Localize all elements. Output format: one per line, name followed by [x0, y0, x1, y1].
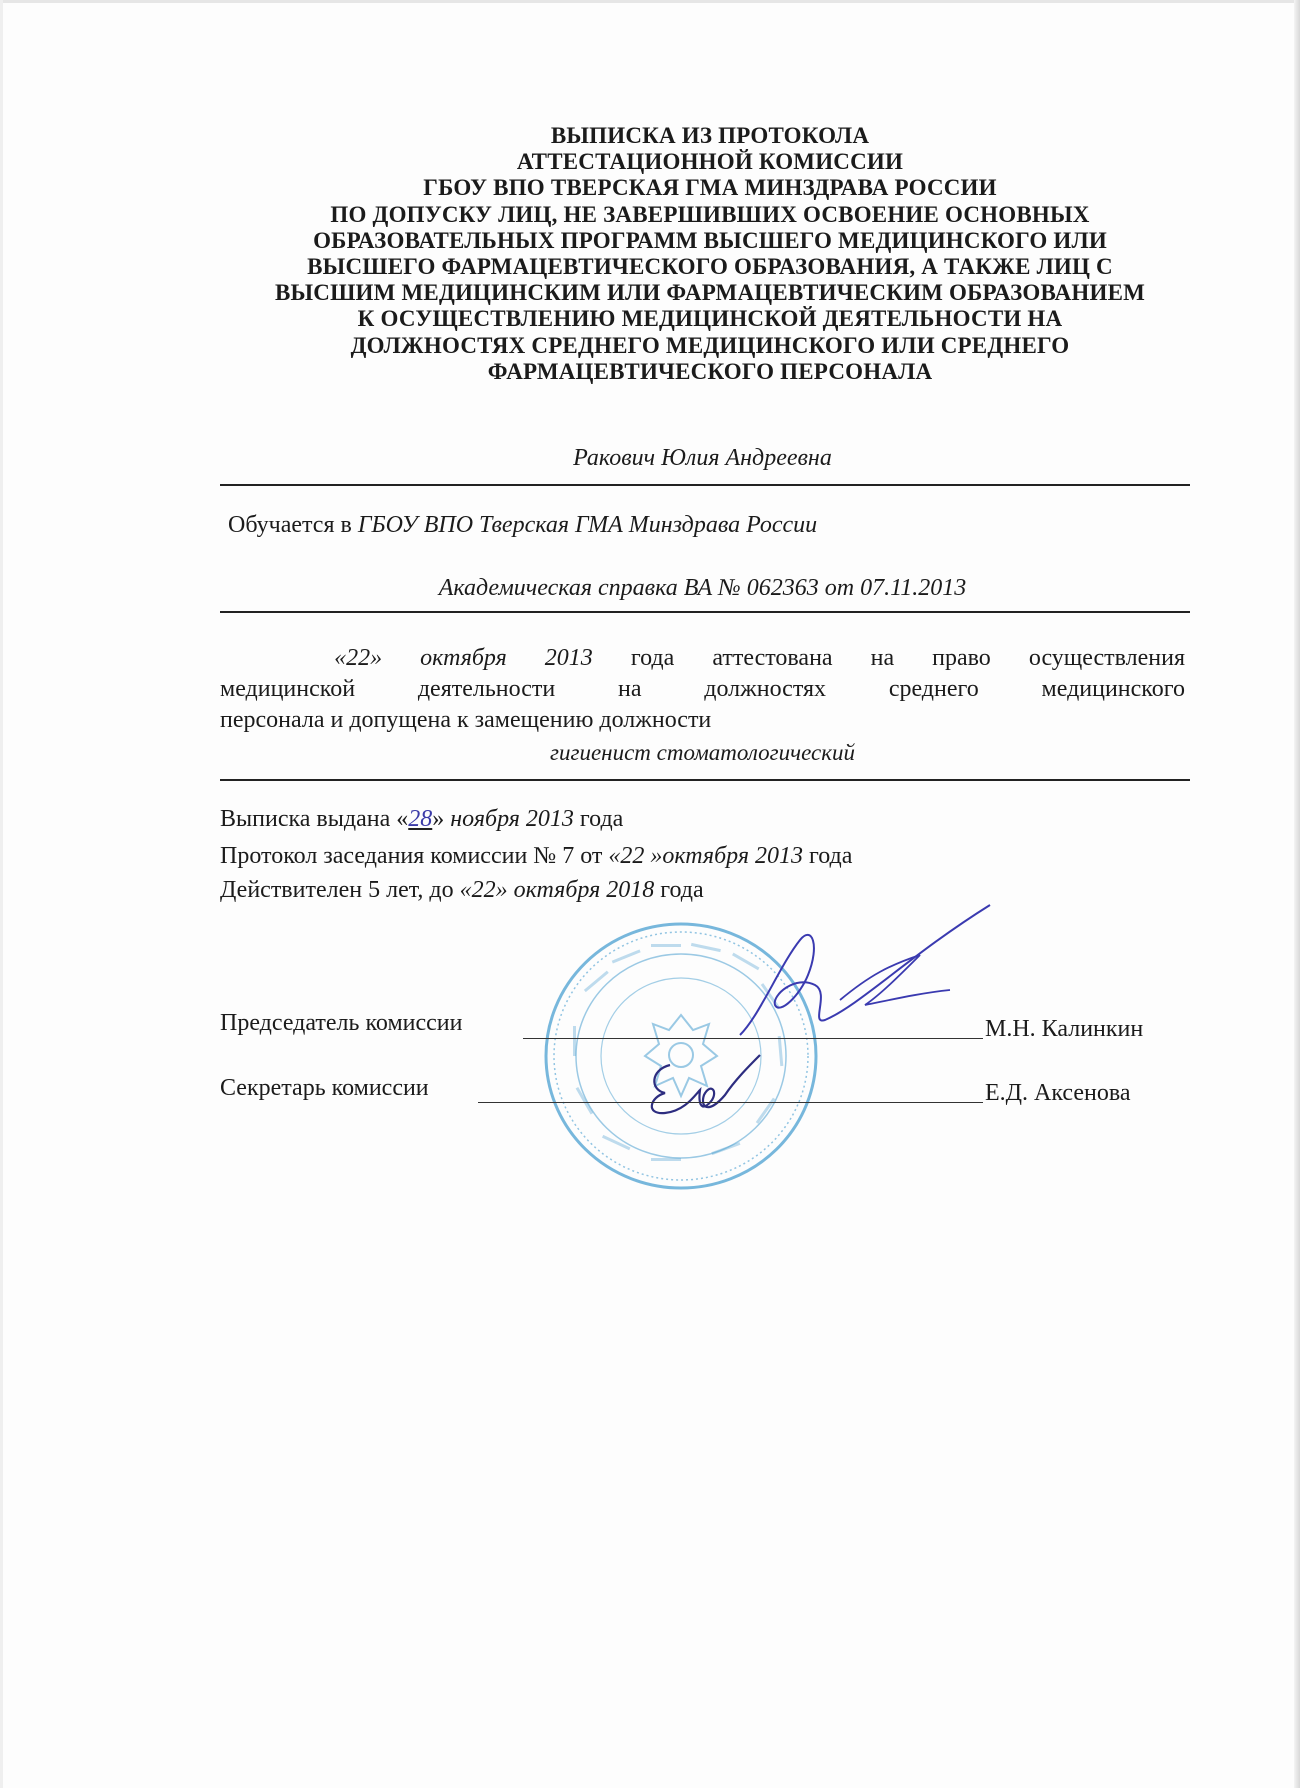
title-line: ОБРАЗОВАТЕЛЬНЫХ ПРОГРАММ ВЫСШЕГО МЕДИЦИНСКОГО ИЛИ: [313, 227, 1107, 253]
valid-prefix: Действителен 5 лет, до: [220, 877, 460, 903]
valid-date: «22» октября 2018: [459, 877, 655, 903]
para-line-3: персонала и допущена к замещению должности: [220, 707, 712, 733]
title-line: ВЫСШИМ МЕДИЦИНСКИМ ИЛИ ФАРМАЦЕВТИЧЕСКИМ ОБРАЗОВАНИЕМ: [274, 280, 1146, 306]
para-line-1-text: года аттестована на право осуществления: [630, 645, 1186, 671]
paper-edge-right: [1294, 0, 1300, 1788]
secretary-name: Е.Д. Аксенова: [985, 1080, 1131, 1106]
title-line: ДОЛЖНОСТЯХ СРЕДНЕГО МЕДИЦИНСКОГО ИЛИ СРЕДНЕГО: [350, 332, 1070, 358]
chairman-signature-line: [523, 1014, 983, 1039]
issued-day-handwritten: 28: [408, 806, 433, 832]
chairman-label: Председатель комиссии: [220, 1010, 463, 1036]
study-label: Обучается в: [228, 512, 358, 538]
protocol-prefix: Протокол заседания комиссии № 7 от: [220, 843, 609, 869]
issued-month-year: ноября 2013: [444, 806, 574, 832]
rule-under-name: [220, 484, 1190, 486]
chairman-signature: [720, 895, 1000, 1065]
rule-under-position: [220, 779, 1190, 781]
chairman-name: М.Н. Калинкин: [985, 1016, 1144, 1042]
valid-line: [220, 877, 704, 904]
rule-under-certificate: [220, 611, 1190, 613]
title-line: К ОСУЩЕСТВЛЕНИЮ МЕДИЦИНСКОЙ ДЕЯТЕЛЬНОСТИ НА: [357, 306, 1063, 332]
protocol-date: «22 »октября 2013: [608, 843, 803, 869]
title-line: АТТЕСТАЦИОННОЙ КОМИССИИ: [516, 149, 904, 175]
issued-suffix: года: [573, 806, 624, 832]
attestation-paragraph: [220, 643, 1185, 736]
valid-suffix: года: [654, 877, 704, 903]
document-title: [200, 123, 1220, 385]
person-name: Ракович Юлия Андреевна: [573, 445, 832, 471]
issued-line: [220, 806, 623, 833]
academic-certificate: Академическая справка ВА № 062363 от 07.11.2013: [438, 575, 967, 601]
title-line: ПО ДОПУСКУ ЛИЦ, НЕ ЗАВЕРШИВШИХ ОСВОЕНИЕ ОСНОВНЫХ: [330, 201, 1090, 227]
issued-prefix: Выписка выдана «: [220, 806, 409, 832]
title-line: ГБОУ ВПО ТВЕРСКАЯ ГМА МИНЗДРАВА РОССИИ: [423, 175, 997, 201]
study-institution: ГБОУ ВПО Тверская ГМА Минздрава России: [357, 512, 818, 538]
issued-quote: »: [432, 806, 445, 832]
paper-edge-left: [0, 0, 3, 1788]
title-line: ФАРМАЦЕВТИЧЕСКОГО ПЕРСОНАЛА: [487, 358, 933, 384]
attestation-date: «22» октября 2013: [334, 645, 593, 671]
protocol-line: [220, 843, 852, 870]
title-line: ВЫСШЕГО ФАРМАЦЕВТИЧЕСКОГО ОБРАЗОВАНИЯ, А ТАКЖЕ ЛИЦ С: [307, 254, 1113, 280]
secretary-signature-line: [478, 1078, 983, 1103]
para-line-2: медицинской деятельности на должностях среднего медицинского: [220, 676, 1185, 702]
para-line-1: [220, 643, 1185, 674]
secretary-label: Секретарь комиссии: [220, 1075, 429, 1101]
protocol-suffix: года: [802, 843, 853, 869]
study-line: [228, 512, 817, 539]
paper-edge-top: [0, 0, 1300, 3]
position-title: гигиенист стоматологический: [550, 740, 855, 765]
title-line: ВЫПИСКА ИЗ ПРОТОКОЛА: [550, 123, 870, 148]
